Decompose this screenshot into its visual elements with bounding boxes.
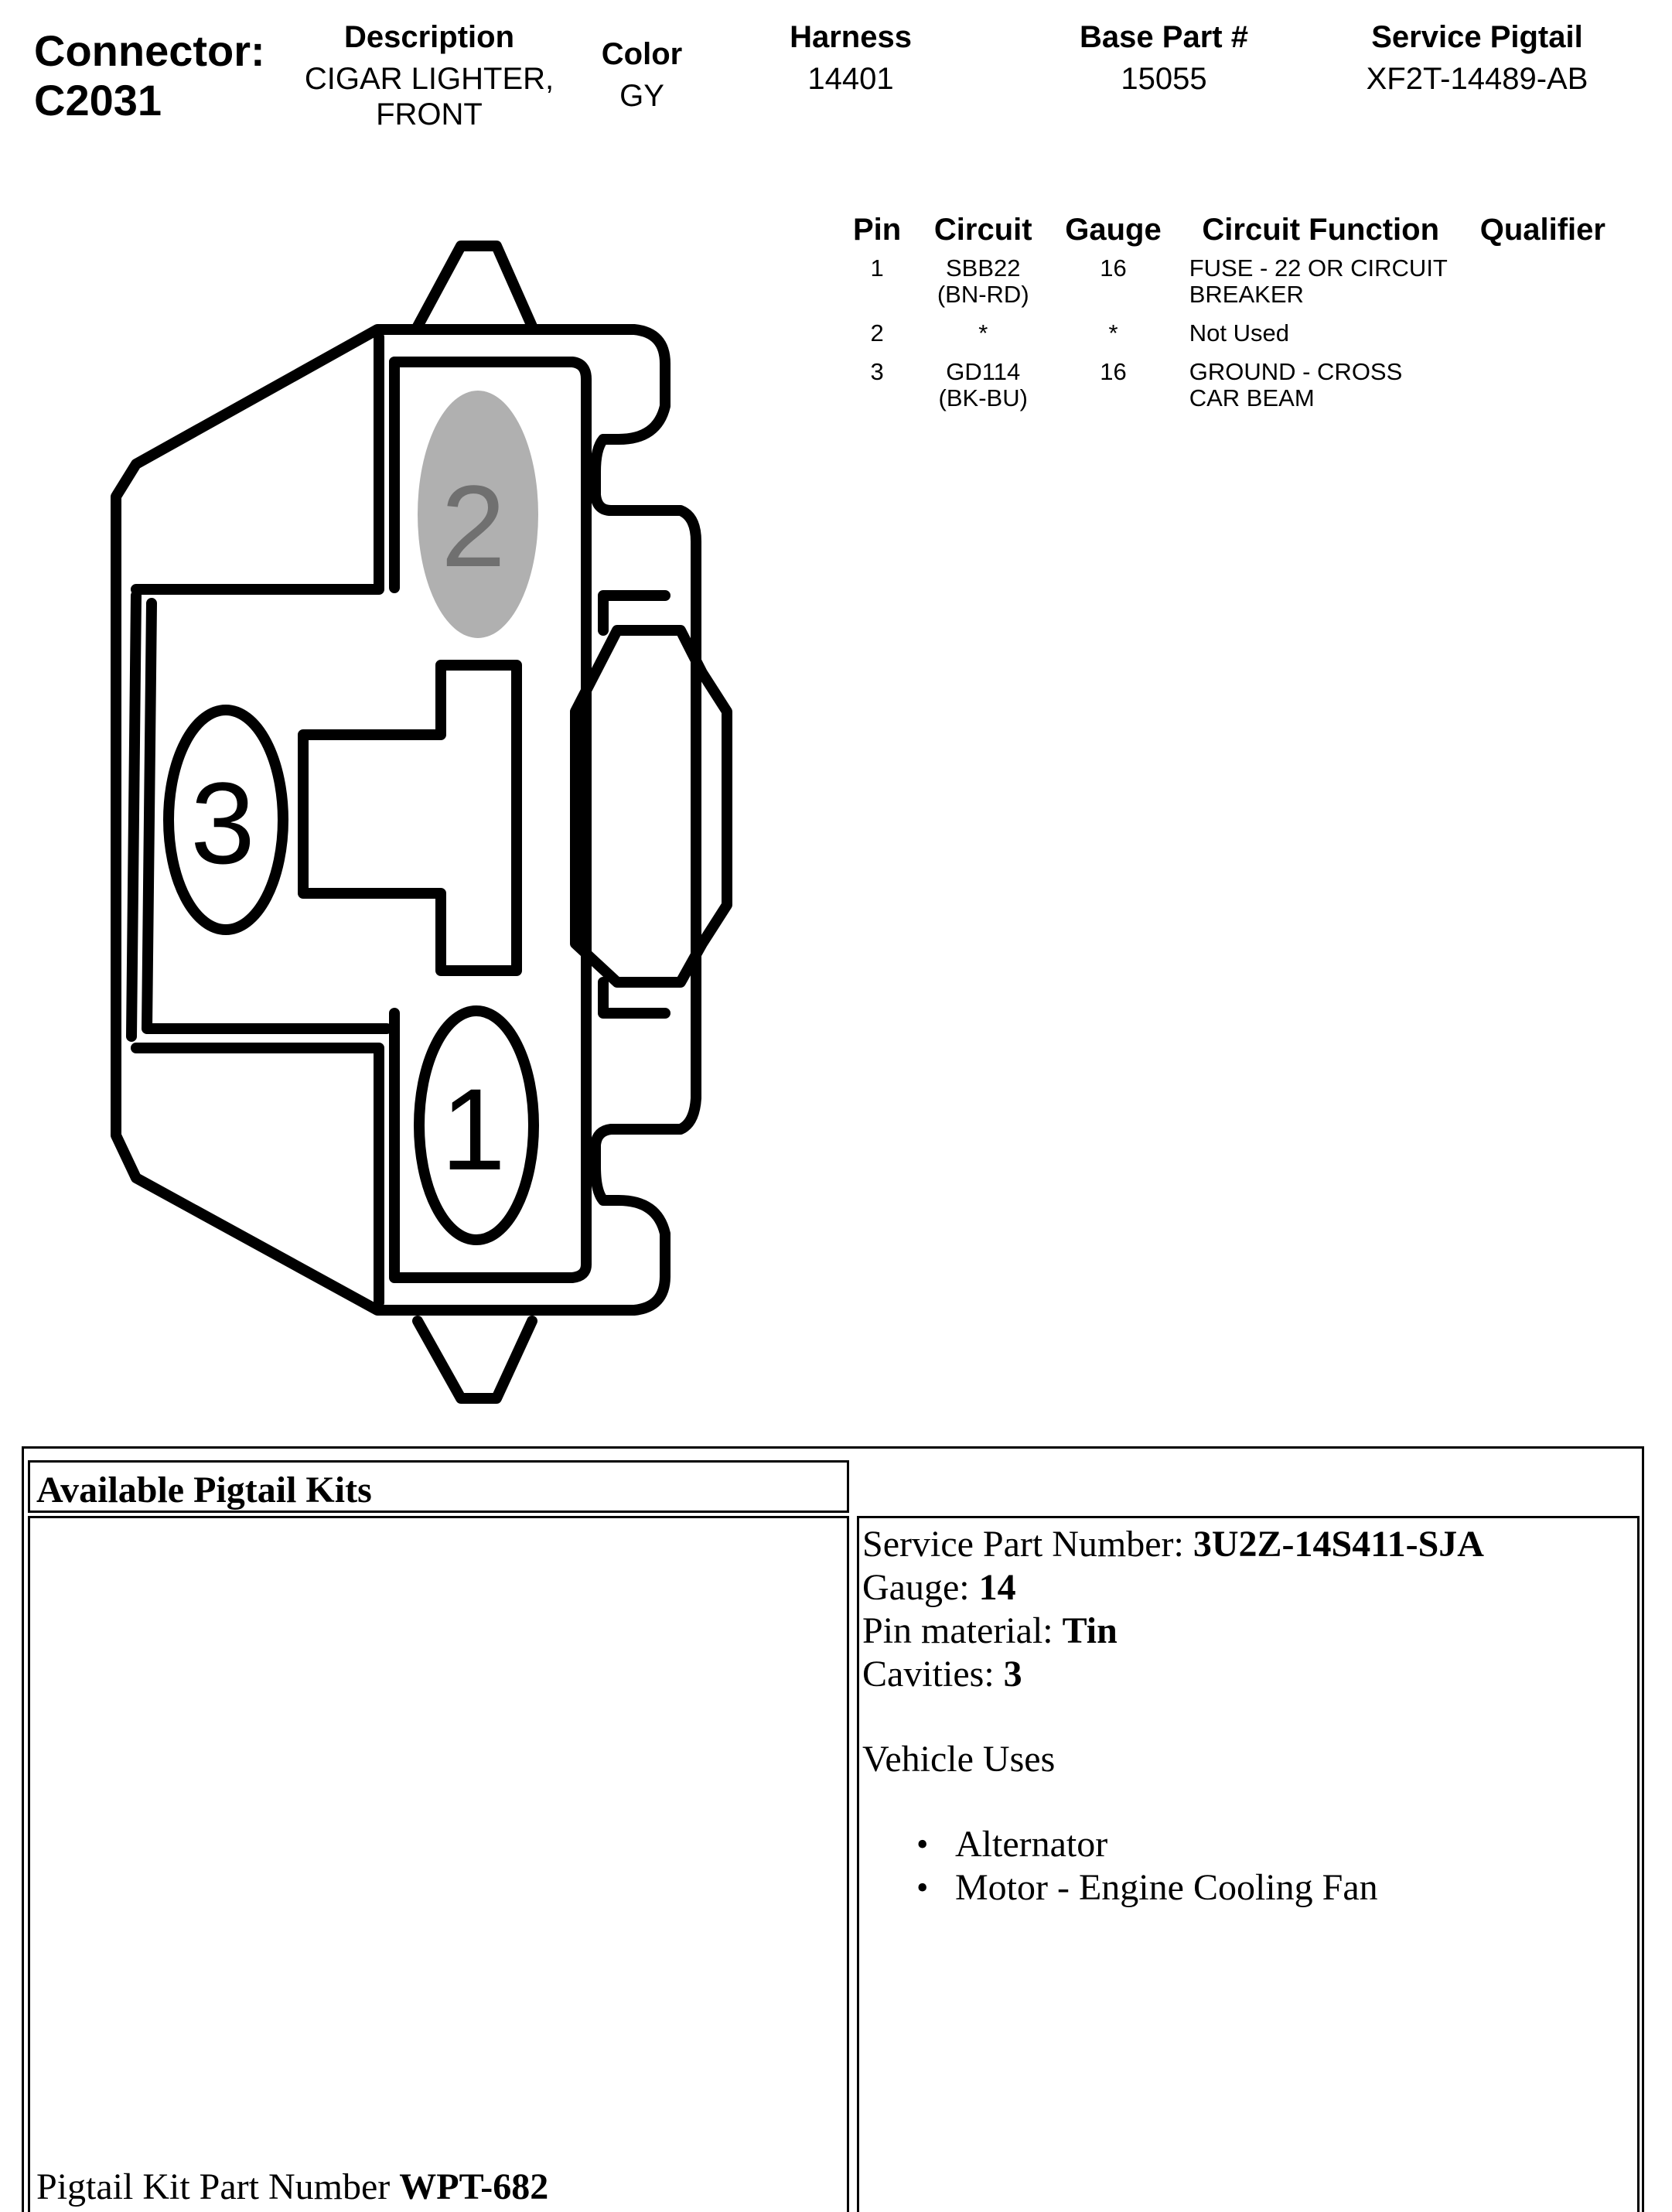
cavity-2-label: 2 xyxy=(441,461,506,591)
connector-id: C2031 xyxy=(34,76,162,125)
qualifier-cell xyxy=(1466,356,1619,421)
color-value: GY xyxy=(619,79,664,113)
table-row xyxy=(839,252,1619,317)
pin-table-header-row xyxy=(839,213,1619,252)
pin-material-value: Tin xyxy=(1062,1610,1118,1651)
description-label: Description xyxy=(343,20,515,54)
pigtail-kits-title: Available Pigtail Kits xyxy=(36,1470,372,1511)
color-label: Color xyxy=(601,37,683,71)
connector-label: Connector: xyxy=(34,26,265,75)
service-pigtail-block xyxy=(1330,20,1624,97)
function-cell: GROUND - CROSS CAR BEAM xyxy=(1189,358,1403,411)
pin-table xyxy=(839,213,1619,421)
bottom-latch xyxy=(418,1321,532,1398)
gauge-cell: 16 xyxy=(1100,254,1127,282)
service-pigtail-value: XF2T-14489-AB xyxy=(1366,62,1588,96)
pin-material-label: Pin material: xyxy=(862,1610,1053,1651)
cavities-line xyxy=(862,1653,1484,1696)
kit-part-value: WPT-682 xyxy=(399,2166,549,2207)
header-qualifier: Qualifier xyxy=(1479,213,1605,247)
gauge-label: Gauge: xyxy=(862,1567,970,1608)
pin-material-line xyxy=(862,1610,1484,1653)
gauge-cell: 16 xyxy=(1100,358,1127,385)
gauge-cell: * xyxy=(1108,319,1118,346)
vehicle-uses-title: Vehicle Uses xyxy=(862,1739,1056,1780)
function-cell: FUSE - 22 OR CIRCUIT BREAKER xyxy=(1189,254,1448,308)
list-item: • Motor - Engine Cooling Fan xyxy=(955,1866,1484,1910)
service-pigtail-label: Service Pigtail xyxy=(1371,20,1583,54)
circuit-cell: * xyxy=(978,319,988,346)
harness-value: 14401 xyxy=(807,62,894,96)
pigtail-spec-block xyxy=(862,1523,1484,1910)
gauge-value: 14 xyxy=(978,1567,1016,1608)
circuit-cell: SBB22 (BN-RD) xyxy=(937,254,1029,308)
service-part-line xyxy=(862,1523,1484,1566)
pigtail-kit-cell xyxy=(28,1516,849,2212)
description-block xyxy=(278,20,580,132)
service-part-label: Service Part Number: xyxy=(862,1524,1184,1565)
cavities-label: Cavities: xyxy=(862,1654,995,1695)
qualifier-cell xyxy=(1466,252,1619,317)
pin-cell: 2 xyxy=(870,319,884,346)
pin-cell: 3 xyxy=(870,358,884,385)
list-item: • Alternator xyxy=(955,1823,1484,1866)
header-pin: Pin xyxy=(853,213,902,247)
gauge-line xyxy=(862,1566,1484,1610)
base-part-label: Base Part # xyxy=(1080,20,1248,54)
polarizing-pocket xyxy=(303,665,517,971)
kit-part-label: Pigtail Kit Part Number xyxy=(36,2166,391,2207)
vehicle-uses-list xyxy=(862,1823,1484,1910)
header-circuit-function: Circuit Function xyxy=(1202,213,1440,247)
connector-face-diagram xyxy=(101,232,766,1408)
pigtail-spec-cell xyxy=(857,1516,1640,2212)
top-latch xyxy=(418,246,532,326)
harness-block xyxy=(758,20,943,97)
side-latch xyxy=(575,630,727,982)
connector-title xyxy=(34,26,265,125)
base-part-value: 15055 xyxy=(1121,62,1207,96)
service-part-value: 3U2Z-14S411-SJA xyxy=(1193,1524,1484,1565)
harness-label: Harness xyxy=(790,20,912,54)
pin-cell: 1 xyxy=(870,254,884,282)
cavity-1-label: 1 xyxy=(441,1064,506,1194)
cavities-value: 3 xyxy=(1003,1654,1022,1695)
header-circuit: Circuit xyxy=(933,213,1032,247)
circuit-cell: GD114 (BK-BU) xyxy=(938,358,1028,411)
pigtail-kits-title-cell xyxy=(28,1460,849,1513)
base-part-block xyxy=(1052,20,1276,97)
table-row xyxy=(839,317,1619,356)
table-row xyxy=(839,356,1619,421)
header-gauge: Gauge xyxy=(1065,213,1162,247)
function-cell: Not Used xyxy=(1189,319,1289,346)
connector-inner-recess xyxy=(136,337,379,589)
description-value-line2: FRONT xyxy=(376,97,483,131)
cavity-3-label: 3 xyxy=(190,758,255,888)
color-block xyxy=(572,37,711,114)
kit-part-number xyxy=(36,2166,548,2209)
qualifier-cell xyxy=(1466,317,1619,356)
description-value-line1: CIGAR LIGHTER, xyxy=(304,62,554,96)
